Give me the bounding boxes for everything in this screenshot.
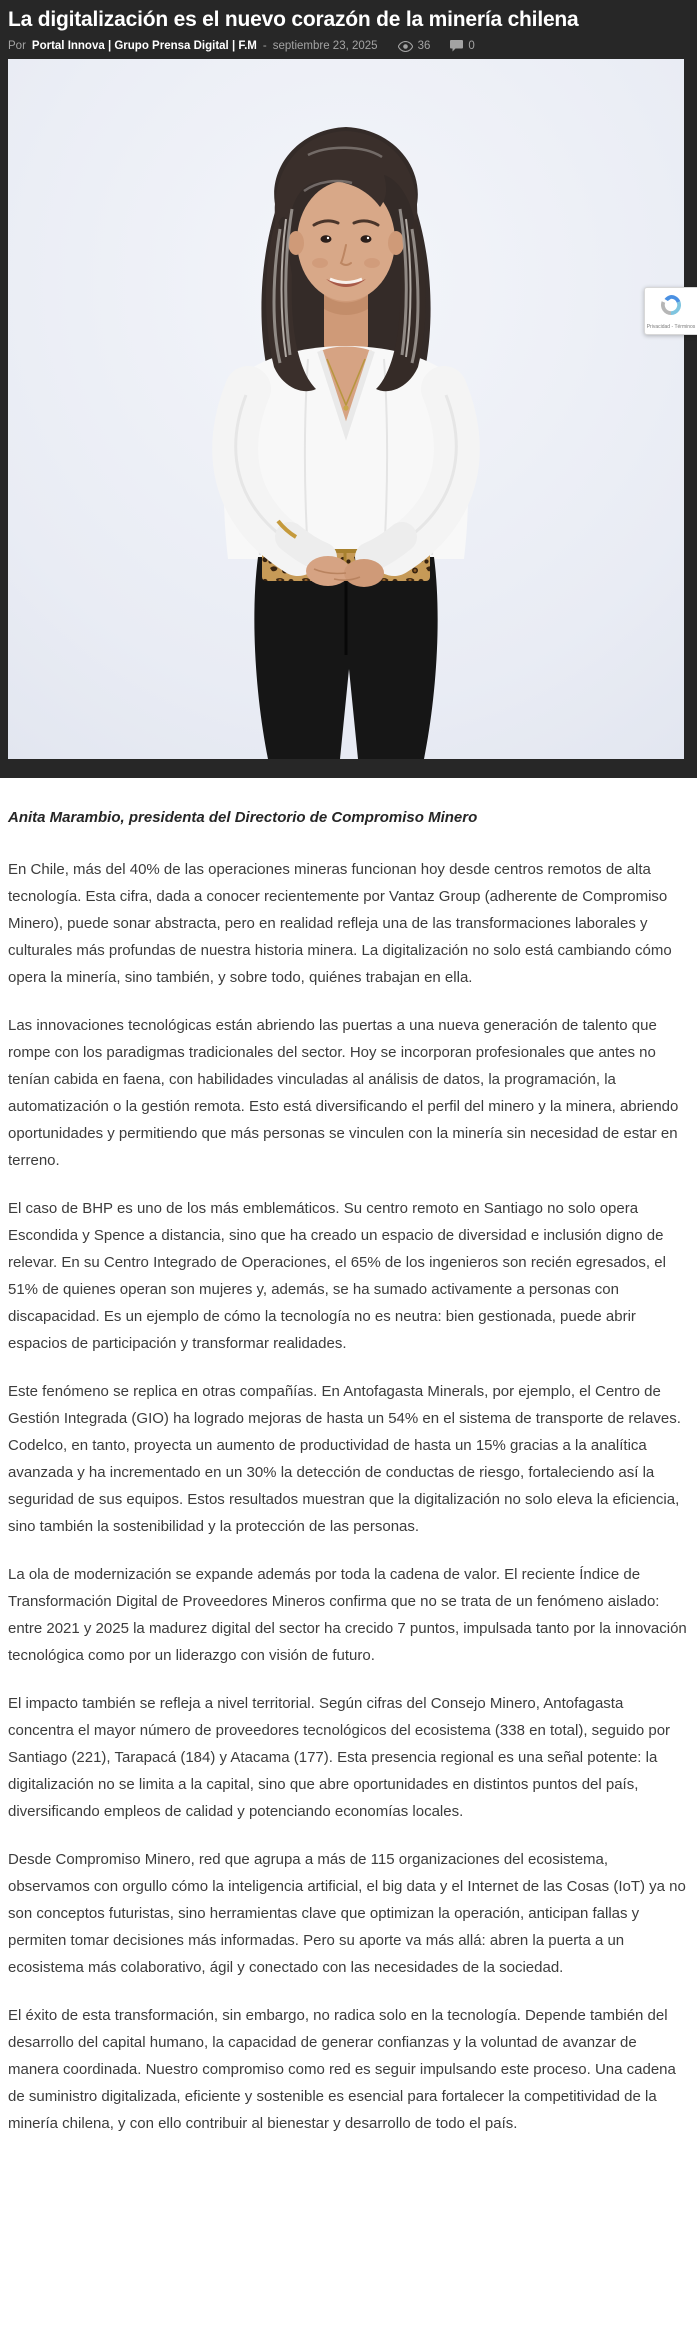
paragraph: Las innovaciones tecnológicas están abriendo las puertas a una nueva generación de talento que rompe con los paradigmas tradicionales del sector. Hoy se incorporan profesionales que antes no tenían cabida en faena, con habilidades vinculadas al análisis de datos, la programación, la automatización o la gestión remota. Esto está diversificando el perfil del minero y la minera, abriendo oportunidades y permitiendo que más personas se vinculen con la minería sin necesidad de estar en terreno. bbox=[8, 1017, 679, 1169]
paragraph: La ola de modernización se expande además por toda la cadena de valor. El reciente Índice de Transformación Digital de Proveedores Mineros confirma que no se trata de un fenómeno aislado: entre 2021 y 2025 la madurez digital del sector ha crecido 7 puntos, impulsada tanto por la innovación tecnológica como por un liderazgo con visión de futuro. bbox=[8, 1566, 687, 1664]
recaptcha-dash: - bbox=[671, 323, 674, 330]
comments-count: 0 bbox=[468, 40, 475, 52]
recaptcha-icon bbox=[659, 293, 683, 322]
publish-date: septiembre 23, 2025 bbox=[272, 40, 378, 52]
comment-icon bbox=[450, 40, 463, 52]
views-count: 36 bbox=[417, 40, 431, 52]
paragraph: El caso de BHP es uno de los más emblemáticos. Su centro remoto en Santiago no solo opera Escondida y Spence a distancia, sino que ha creado un espacio de diversidad e inclusión digno de relevar. En su Centro Integrado de Operaciones, el 65% de los ingenieros son recién egresados, el 51% de quienes operan son mujeres y, además, se ha sumado activamente a personas con discapacidad. Es un ejemplo de cómo la tecnología no es neutra: bien gestionada, puede abrir espacios de participación y transformar realidades. bbox=[8, 1200, 666, 1352]
recaptcha-privacy-link[interactable]: Privacidad bbox=[646, 323, 671, 330]
article-body bbox=[0, 778, 697, 2328]
recaptcha-terms-link[interactable]: Términos bbox=[674, 323, 696, 330]
paragraph: El impacto también se refleja a nivel territorial. Según cifras del Consejo Minero, Antofagasta concentra el mayor número de proveedores tecnológicos del ecosistema (338 en total), seguido por Santiago (221), Tarapacá (184) y Atacama (177). Esta presencia regional es una señal potente: la digitalización no se limita a la capital, sino que abre oportunidades en distintos puntos del país, diversificando empleos de calidad y potenciando economías locales. bbox=[8, 1695, 671, 1820]
article-featured-image bbox=[8, 59, 684, 759]
section-divider bbox=[0, 759, 697, 778]
paragraph: Este fenómeno se replica en otras compañías. En Antofagasta Minerals, por ejemplo, el Centro de Gestión Integrada (GIO) ha logrado mejoras de hasta un 54% en el sistema de transporte de relaves. Codelco, en tanto, proyecta un aumento de productividad de hasta un 15% gracias a la analítica avanzada y ha incrementado en un 30% la detección de conductas de riesgo, fortaleciendo así la seguridad de sus equipos. Estos resultados muestran que la digitalización no solo eleva la eficiencia, sino también la sostenibilidad y la protección de las personas. bbox=[8, 1383, 681, 1535]
byline-separator: - bbox=[262, 40, 267, 52]
paragraph: En Chile, más del 40% de las operaciones mineras funcionan hoy desde centros remotos de alta tecnología. Esta cifra, dada a conocer recientemente por Vantaz Group (adherente de Compromiso Minero), puede sonar abstracta, pero en realidad refleja una de las transformaciones laborales y culturales más profundas de nuestra historia minera. La digitalización no solo está cambiando cómo opera la minería, sino también, y sobre todo, quiénes trabajan en ella. bbox=[8, 861, 672, 986]
author-link[interactable]: Portal Innova | Grupo Prensa Digital | F.M bbox=[31, 40, 257, 52]
photo-caption: Anita Marambio, presidenta del Directorio de Compromiso Minero bbox=[8, 809, 478, 826]
hands bbox=[306, 556, 350, 586]
recaptcha-links bbox=[647, 324, 696, 330]
comments-counter[interactable] bbox=[450, 40, 474, 52]
views-counter bbox=[398, 40, 431, 52]
paragraph: El éxito de esta transformación, sin embargo, no radica solo en la tecnología. Depende también del desarrollo del capital humano, la capacidad de generar confianzas y la voluntad de avanzar de manera coordinada. Nuestro compromiso como red es seguir impulsando este proceso. Una cadena de suministro digitalizada, eficiente y sostenible es esencial para fortalecer la competitividad de la minería chilena, y con ello contribuir al bienestar y desarrollo de todo el país. bbox=[8, 2007, 676, 2132]
eye-icon bbox=[398, 41, 413, 52]
byline bbox=[8, 40, 689, 59]
byline-prefix: Por bbox=[8, 40, 26, 52]
article-header bbox=[0, 0, 697, 59]
article-paragraphs bbox=[8, 856, 688, 2137]
recaptcha-badge[interactable] bbox=[644, 287, 697, 335]
paragraph: Desde Compromiso Minero, red que agrupa a más de 115 organizaciones del ecosistema, observamos con orgullo cómo la inteligencia artificial, el big data y el Internet de las Cosas (IoT) ya no son conceptos futuristas, sino herramientas clave que optimizan la operación, anticipan fallas y permiten tomar decisiones más informadas. Pero su aporte va más allá: abren la puerta a un ecosistema más colaborativo, ágil y conectado con las necesidades de la sociedad. bbox=[8, 1851, 686, 1976]
page-title: La digitalización es el nuevo corazón de la minería chilena bbox=[8, 8, 579, 31]
